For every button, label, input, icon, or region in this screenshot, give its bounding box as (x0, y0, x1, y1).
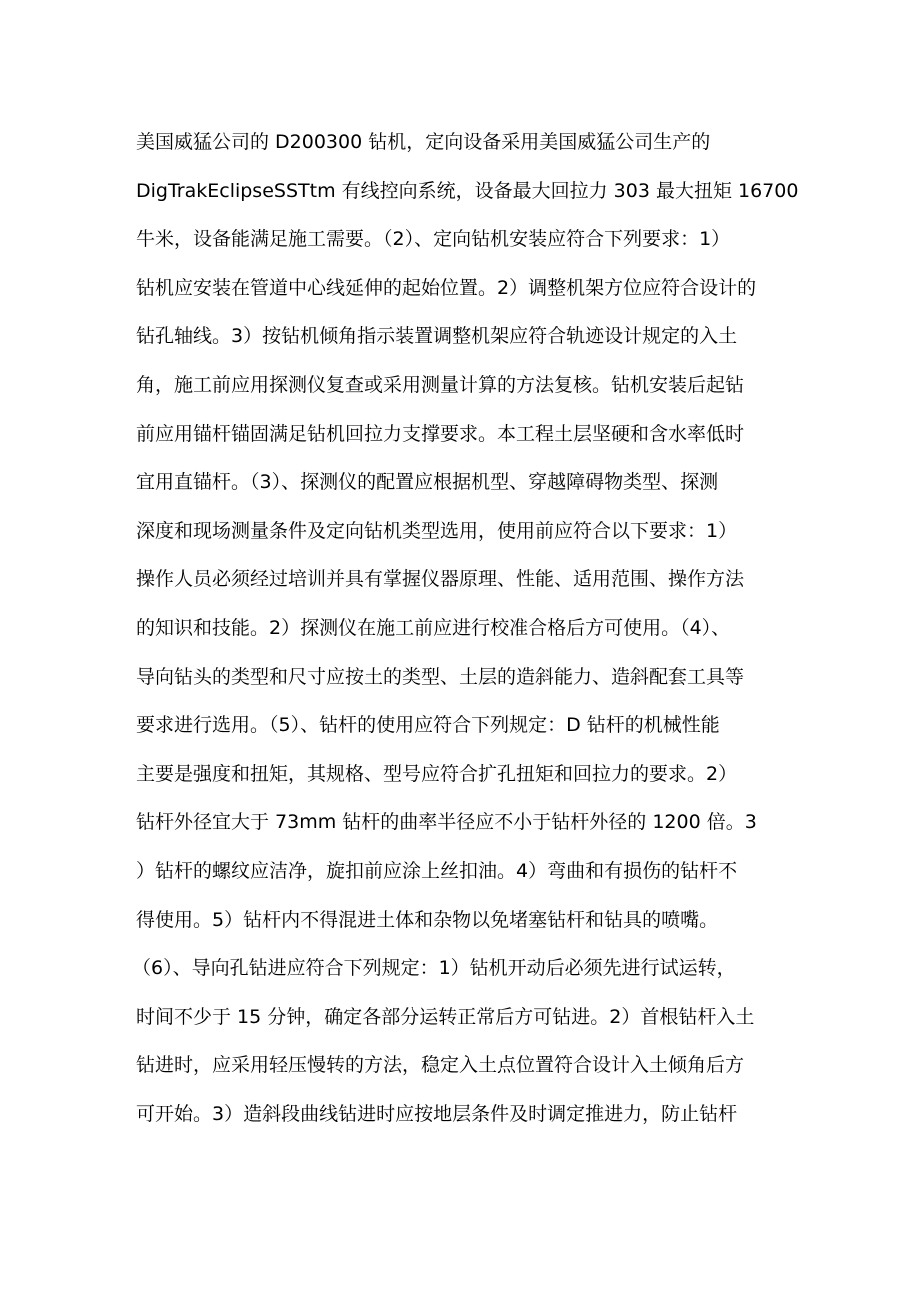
text-line-9: 深度和现场测量条件及定向钻机类型选用，使用前应符合以下要求：1） (136, 519, 738, 542)
text-line-17: 得使用。5）钻杆内不得混进土体和杂物以免堵塞钻杆和钻具的喷嘴。 (136, 908, 719, 931)
text-line-11: 的知识和技能。2）探测仪在施工前应进行校准合格后方可使用。（4）、 (136, 616, 731, 639)
text-line-19: 时间不少于 15 分钟，确定各部分运转正常后方可钻进。2）首根钻杆入土 (136, 1005, 755, 1028)
text-line-14: 主要是强度和扭矩，其规格、型号应符合扩孔扭矩和回拉力的要求。2） (136, 762, 738, 785)
text-line-2: DigTrakEclipseSSTtm 有线控向系统，设备最大回拉力 303 最大扭矩 16700 (136, 179, 799, 202)
text-line-12: 导向钻头的类型和尺寸应按土的类型、土层的造斜能力、造斜配套工具等 (136, 665, 745, 688)
text-line-7: 前应用锚杆锚固满足钻机回拉力支撑要求。本工程土层坚硬和含水率低时 (136, 422, 745, 445)
text-line-13: 要求进行选用。（5）、钻杆的使用应符合下列规定：D 钻杆的机械性能 (136, 714, 720, 737)
text-line-1: 美国威猛公司的 D200300 钻机，定向设备采用美国威猛公司生产的 (136, 131, 711, 153)
text-line-3: 牛米，设备能满足施工需要。（2）、定向钻机安装应符合下列要求：1） (136, 228, 731, 251)
body-text (132, 118, 799, 1138)
text-line-18: （6）、导向孔钻进应符合下列规定：1）钻机开动后必须先进行试运转， (132, 957, 736, 980)
text-line-5: 钻孔轴线。3）按钻机倾角指示装置调整机架应符合轨迹设计规定的入土 (136, 325, 738, 348)
text-line-20: 钻进时，应采用轻压慢转的方法，稳定入土点位置符合设计入土倾角后方 (136, 1054, 745, 1077)
text-line-21: 可开始。3）造斜段曲线钻进时应按地层条件及时调定推进力，防止钻杆 (136, 1102, 738, 1125)
text-line-10: 操作人员必须经过培训并具有掌握仪器原理、性能、适用范围、操作方法 (136, 568, 745, 591)
text-line-15: 钻杆外径宜大于 73mm 钻杆的曲率半径应不小于钻杆外径的 1200 倍。3 (136, 811, 757, 834)
text-line-8: 宜用直锚杆。（3）、探测仪的配置应根据机型、穿越障碍物类型、探测 (136, 471, 719, 494)
text-line-16: ）钻杆的螺纹应洁净，旋扣前应涂上丝扣油。4）弯曲和有损伤的钻杆不 (136, 859, 738, 882)
text-line-4: 钻机应安装在管道中心线延伸的起始位置。2）调整机架方位应符合设计的 (136, 276, 757, 299)
text-line-6: 角，施工前应用探测仪复查或采用测量计算的方法复核。钻机安装后起钻 (136, 373, 745, 396)
